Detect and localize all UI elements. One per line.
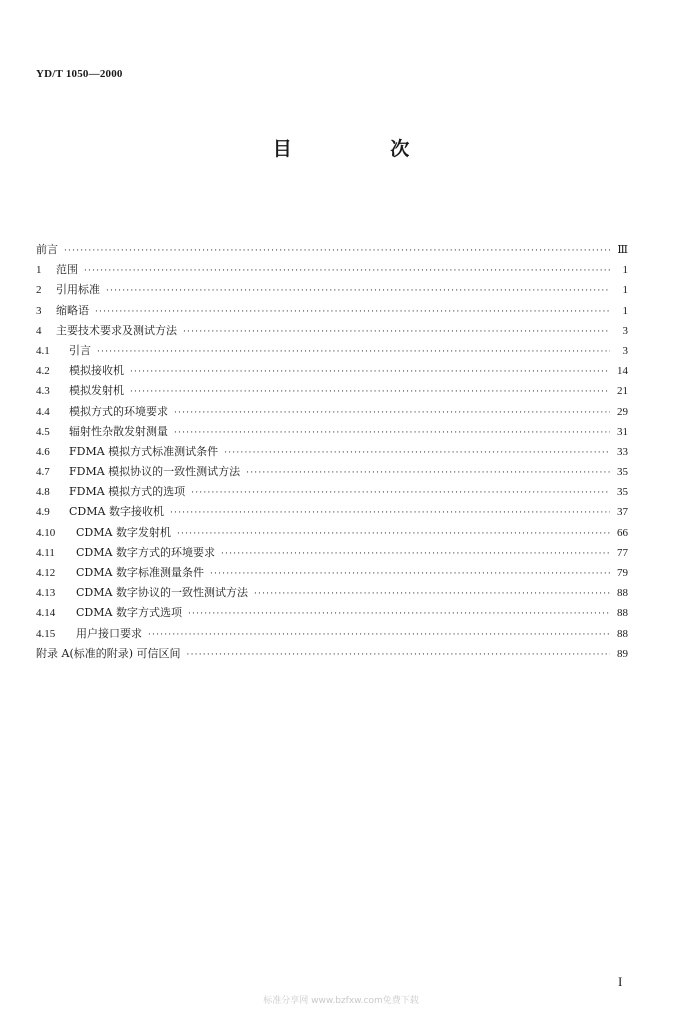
- toc-entry-title: CDMA 数字方式选项: [76, 606, 182, 620]
- toc-entry-number: 4.13: [36, 587, 56, 600]
- toc-entry[interactable]: [36, 422, 628, 442]
- toc-entry-number: 4.9: [36, 506, 50, 519]
- toc-leader-dots: [148, 625, 610, 645]
- toc-entry[interactable]: [36, 381, 628, 401]
- toc-entry[interactable]: [36, 563, 628, 583]
- toc-entry-title: 主要技术要求及测试方法: [56, 323, 177, 337]
- toc-entry[interactable]: [36, 442, 628, 462]
- toc-entry-title: 模拟发射机: [69, 384, 124, 398]
- toc-entry[interactable]: [36, 402, 628, 422]
- toc-entry-title: FDMA 模拟方式标准测试条件: [69, 444, 219, 458]
- toc-entry-title: 范围: [56, 263, 78, 277]
- toc-entry-page: 21: [617, 385, 628, 398]
- toc-entry-page: 35: [617, 486, 628, 499]
- toc-entry[interactable]: [36, 321, 628, 341]
- toc-entry-number: 4.6: [36, 445, 50, 458]
- toc-entry-number: 4.12: [36, 567, 56, 579]
- toc-entry-title: CDMA 数字接收机: [69, 505, 164, 519]
- toc-entry-title: 辐射性杂散发射测量: [69, 424, 168, 438]
- toc-entry-page: Ⅲ: [617, 244, 628, 256]
- toc-entry[interactable]: [36, 280, 628, 300]
- toc-entry-number: 3: [36, 304, 42, 317]
- table-of-contents: [36, 240, 628, 664]
- toc-leader-dots: [187, 645, 610, 665]
- page-title: 目 次: [272, 138, 456, 160]
- toc-entry-number: 4.7: [36, 466, 50, 479]
- toc-leader-dots: [97, 342, 610, 362]
- toc-entry-number: 4.1: [36, 344, 50, 357]
- toc-entry-page: 79: [617, 567, 628, 579]
- toc-entry[interactable]: [36, 301, 628, 321]
- toc-entry-title: CDMA 数字标准测量条件: [76, 566, 204, 579]
- toc-entry[interactable]: [36, 482, 628, 502]
- toc-entry[interactable]: [36, 624, 628, 644]
- toc-entry-number: 1: [36, 264, 42, 277]
- toc-entry-number: 4.2: [36, 365, 50, 378]
- page-number: I: [618, 974, 623, 989]
- toc-entry-number: 4.10: [36, 526, 56, 539]
- toc-leader-dots: [174, 403, 610, 423]
- toc-entry-page: 31: [617, 425, 628, 438]
- toc-entry-number: 4.4: [36, 405, 50, 418]
- toc-entry-title: FDMA 模拟协议的一致性测试方法: [69, 465, 241, 479]
- toc-entry-page: 14: [617, 365, 628, 378]
- toc-leader-dots: [210, 564, 610, 584]
- toc-entry[interactable]: [36, 502, 628, 522]
- toc-entry[interactable]: [36, 341, 628, 361]
- toc-entry-page: 1: [622, 304, 628, 317]
- toc-entry[interactable]: [36, 260, 628, 280]
- toc-entry-page: 77: [617, 546, 628, 559]
- toc-entry[interactable]: [36, 523, 628, 543]
- toc-entry-number: 4.14: [36, 607, 56, 620]
- toc-entry-title: 模拟方式的环境要求: [69, 404, 168, 418]
- toc-entry-title: 模拟接收机: [69, 364, 124, 378]
- toc-leader-dots: [188, 604, 610, 624]
- toc-leader-dots: [84, 261, 610, 281]
- toc-entry-number: 4.8: [36, 486, 50, 499]
- toc-entry[interactable]: [36, 361, 628, 381]
- toc-leader-dots: [174, 423, 610, 443]
- toc-entry[interactable]: [36, 462, 628, 482]
- toc-entry[interactable]: [36, 543, 628, 563]
- toc-leader-dots: [170, 503, 610, 523]
- toc-entry-page: 35: [617, 466, 628, 479]
- toc-entry[interactable]: [36, 240, 628, 260]
- standard-code: YD/T 1050—2000: [36, 68, 123, 80]
- watermark: 标准分享网 www.bzfxw.com免费下载: [263, 996, 419, 1006]
- toc-entry-number: 4.5: [36, 425, 50, 438]
- toc-entry-title: 用户接口要求: [76, 626, 142, 640]
- toc-leader-dots: [64, 241, 610, 261]
- toc-entry-title: 引用标准: [56, 283, 100, 297]
- toc-leader-dots: [254, 584, 610, 604]
- toc-entry-number: 4.11: [36, 546, 55, 559]
- toc-entry[interactable]: [36, 644, 628, 664]
- toc-leader-dots: [224, 443, 610, 463]
- toc-entry-number: 4.3: [36, 385, 50, 398]
- toc-entry-title: 引言: [69, 343, 91, 357]
- toc-entry-page: 3: [622, 324, 628, 337]
- toc-entry-title: CDMA 数字方式的环境要求: [76, 545, 215, 559]
- toc-leader-dots: [183, 322, 610, 342]
- toc-entry-title: FDMA 模拟方式的选项: [69, 485, 186, 499]
- toc-entry-number: 4.15: [36, 627, 56, 640]
- toc-entry-number: 2: [36, 284, 42, 297]
- toc-leader-dots: [246, 463, 610, 483]
- toc-leader-dots: [191, 483, 610, 503]
- toc-entry-title: 缩略语: [56, 303, 89, 317]
- toc-entry-page: 88: [617, 627, 628, 640]
- toc-entry-title: CDMA 数字发射机: [76, 525, 171, 539]
- toc-entry-page: 88: [617, 607, 628, 620]
- toc-entry-page: 1: [622, 264, 628, 277]
- toc-entry-page: 33: [617, 445, 628, 458]
- toc-entry-page: 37: [617, 506, 628, 519]
- toc-entry-number: 4: [36, 324, 42, 337]
- toc-leader-dots: [106, 281, 610, 301]
- toc-entry[interactable]: [36, 583, 628, 603]
- toc-leader-dots: [177, 524, 610, 544]
- toc-entry-title: CDMA 数字协议的一致性测试方法: [76, 586, 248, 600]
- toc-entry-page: 66: [617, 526, 628, 539]
- toc-entry-title: 附录 A(标准的附录) 可信区间: [36, 646, 181, 660]
- toc-entry-page: 88: [617, 587, 628, 600]
- toc-leader-dots: [130, 382, 610, 402]
- toc-entry-page: 29: [617, 405, 628, 418]
- toc-entry-page: 89: [617, 647, 628, 660]
- toc-entry-title: 前言: [36, 243, 58, 256]
- toc-entry-page: 1: [622, 284, 628, 297]
- toc-entry[interactable]: [36, 603, 628, 623]
- toc-entry-page: 3: [622, 344, 628, 357]
- toc-leader-dots: [130, 362, 610, 382]
- toc-leader-dots: [95, 302, 610, 322]
- toc-leader-dots: [221, 544, 610, 564]
